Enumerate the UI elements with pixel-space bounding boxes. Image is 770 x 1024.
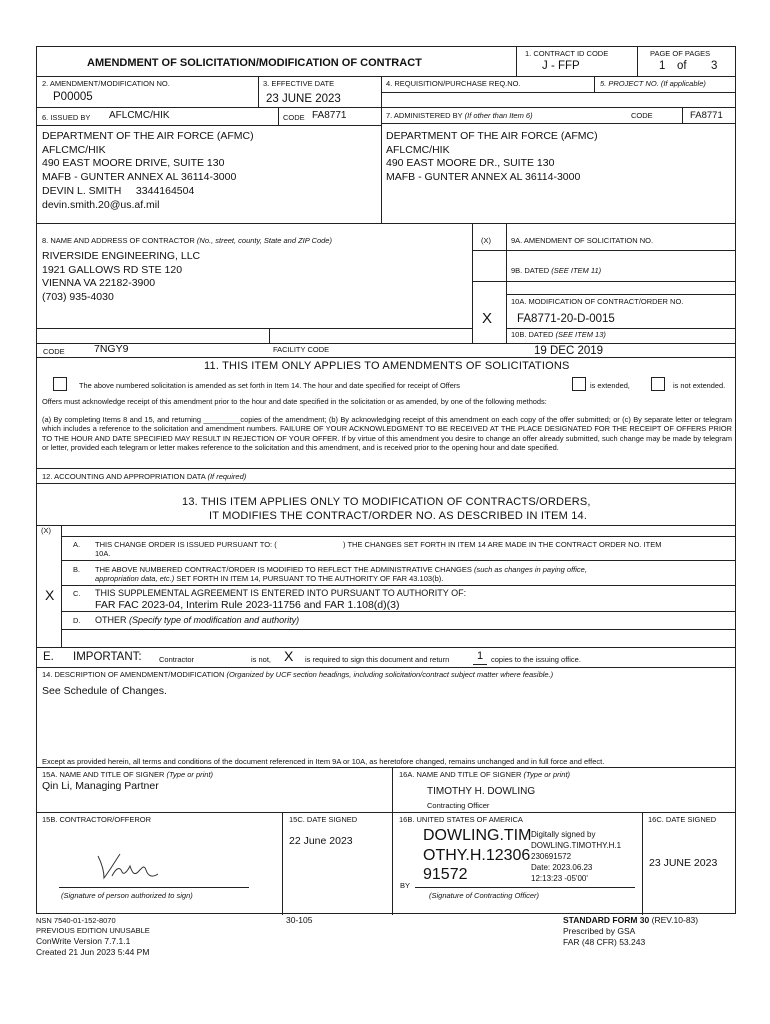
item13a-letter: A. xyxy=(73,540,81,549)
not-extended-label: is not extended. xyxy=(673,381,726,390)
facility-code-label: FACILITY CODE xyxy=(273,345,330,354)
item13b-letter: B. xyxy=(73,565,81,574)
item10-mark: X xyxy=(482,310,493,327)
item13c-mark: X xyxy=(45,587,55,603)
item13a-text-3: 10A. xyxy=(95,549,111,558)
amendment-no-label: 2. AMENDMENT/MODIFICATION NO. xyxy=(42,79,170,88)
footer-right: STANDARD FORM 30 (REV.10-83) Prescribed by GSA FAR (48 CFR) 53.243 xyxy=(563,915,699,947)
date-16c-label: 16C. DATE SIGNED xyxy=(648,815,717,824)
issued-by: AFLCMC/HIK xyxy=(109,110,170,121)
contractor-code: 7NGY9 xyxy=(94,343,129,355)
item14-except-clause: Except as provided herein, all terms and conditions of the document referenced in Item 9A or 10A, as heretofore changed, remains unchanged and in full force and effect. xyxy=(42,757,605,766)
item13-x-label: (X) xyxy=(41,526,51,535)
contractor-address: RIVERSIDE ENGINEERING, LLC 1921 GALLOWS RD STE 120 VIENNA VA 22182-3900 (703) 935-4030 xyxy=(42,250,201,303)
modification-no: FA8771-20-D-0015 xyxy=(517,313,615,325)
extended-checkbox[interactable] xyxy=(572,377,586,391)
item-e-copies: 1 xyxy=(477,650,484,662)
page-number: 1 xyxy=(659,60,666,72)
item13-title-1: 13. THIS ITEM APPLIES ONLY TO MODIFICATION OF CONTRACTS/ORDERS, xyxy=(182,496,591,508)
effective-date: 23 JUNE 2023 xyxy=(266,93,341,105)
digital-signature-name: DOWLING.TIM OTHY.H.12306 91572 xyxy=(423,827,532,883)
date-15c: 22 June 2023 xyxy=(289,835,353,847)
item11-paragraph: (a) By completing Items 8 and 15, and returning _________copies of the amendment; (b) By acknowledging receipt of this amendment on each copy of the offer submitted; or (c) By separate letter or telegram which includes a reference to the solicitation and amendment numbers. FAILURE OF YOUR ACKNOWLEDGMENT TO BE RECEIVED AT THE PLACE DESIGNATED FOR THE RECEIPT OF OFFERS PRIOR TO THE HOUR AND DATE SPECIFIED MAY RESULT IN REJECTION OF YOUR OFFER. If by virtue of this amendment you desire to change an offer already submitted, such change may be made by telegram or letter, provided each telegram or letter makes reference to the solicitation and this amendment, and is received prior to the opening hour and date specified. xyxy=(42,415,732,452)
page-total: 3 xyxy=(711,60,718,72)
effective-date-label: 3. EFFECTIVE DATE xyxy=(263,79,335,88)
item13c-letter: C. xyxy=(73,589,81,598)
footer-left: NSN 7540-01-152-8070 PREVIOUS EDITION UNUSABLE ConWrite Version 7.7.1.1 Created 21 Jun 2023 5:44 PM xyxy=(36,916,150,957)
contractor-offeror-label: 15B. CONTRACTOR/OFFEROR xyxy=(42,815,152,824)
page-of: of xyxy=(677,60,687,72)
item-e-contractor: Contractor xyxy=(159,655,195,664)
contractor-code-label: CODE xyxy=(43,347,65,356)
item-e-important: IMPORTANT: xyxy=(73,651,142,663)
usa-16b-label: 16B. UNITED STATES OF AMERICA xyxy=(399,815,523,824)
item14-description: See Schedule of Changes. xyxy=(42,685,167,697)
item13c-authority: FAR FAC 2023-04, Interim Rule 2023-11756 and FAR 1.108(d)(3) xyxy=(95,599,400,611)
form-title: AMENDMENT OF SOLICITATION/MODIFICATION OF CONTRACT xyxy=(87,57,422,69)
item13a-text-2: ) THE CHANGES SET FORTH IN ITEM 14 ARE MADE IN THE CONTRACT ORDER NO. ITEM xyxy=(343,540,662,549)
contract-id-label: 1. CONTRACT ID CODE xyxy=(525,49,609,58)
accounting-data-label: 12. ACCOUNTING AND APPROPRIATION DATA (If required) xyxy=(42,472,247,481)
item11-line1: The above numbered solicitation is amended as set forth in Item 14. The hour and date specified for receipt of Offers xyxy=(79,381,460,390)
administered-by-address: DEPARTMENT OF THE AIR FORCE (AFMC) AFLCMC/HIK 490 EAST MOORE DR., SUITE 130 MAFB - GUNTER ANNEX AL 36114-3000 xyxy=(386,130,598,184)
item-e-required: is required to sign this document and return xyxy=(305,655,450,664)
not-extended-checkbox[interactable] xyxy=(651,377,665,391)
solicitation-no-label: 9A. AMENDMENT OF SOLICITATION NO. xyxy=(511,236,654,245)
signer-16a-name: TIMOTHY H. DOWLING xyxy=(427,786,536,797)
item-e-copies-text: copies to the issuing office. xyxy=(491,655,581,664)
date-15c-label: 15C. DATE SIGNED xyxy=(289,815,358,824)
page-label: PAGE OF PAGES xyxy=(650,49,711,58)
requisition-label: 4. REQUISITION/PURCHASE REQ.NO. xyxy=(386,79,521,88)
item13-title-2: IT MODIFIES THE CONTRACT/ORDER NO. AS DESCRIBED IN ITEM 14. xyxy=(209,510,588,522)
signature-16-note: (Signature of Contracting Officer) xyxy=(429,891,540,900)
contractor-signature xyxy=(92,850,172,884)
item11-line2: Offers must acknowledge receipt of this amendment prior to the hour and date specified in the solicitation or as amended, by one of the following methods: xyxy=(42,397,547,406)
item10b-label: 10B. DATED (SEE ITEM 13) xyxy=(511,330,606,339)
item13b-text-1: THE ABOVE NUMBERED CONTRACT/ORDER IS MODIFIED TO REFLECT THE ADMINISTRATIVE CHANGES (such as changes in paying office, xyxy=(95,565,587,574)
admin-code: FA8771 xyxy=(690,110,723,121)
sf30-form xyxy=(36,46,736,914)
item9b-label: 9B. DATED (SEE ITEM 11) xyxy=(511,266,602,275)
admin-code-label: CODE xyxy=(631,111,653,120)
item11-title: 11. THIS ITEM ONLY APPLIES TO AMENDMENTS OF SOLICITATIONS xyxy=(204,360,570,372)
item13d-letter: D. xyxy=(73,616,81,625)
amendment-no: P00005 xyxy=(53,91,93,103)
item13d-text: OTHER (Specify type of modification and authority) xyxy=(95,615,300,625)
extended-label: is extended, xyxy=(590,381,630,390)
issued-code-label: CODE xyxy=(283,113,305,122)
contract-dated: 19 DEC 2019 xyxy=(534,345,604,357)
item-e-letter: E. xyxy=(43,651,54,663)
modification-no-label: 10A. MODIFICATION OF CONTRACT/ORDER NO. xyxy=(511,297,684,306)
issued-by-label: 6. ISSUED BY xyxy=(42,113,91,122)
issued-code: FA8771 xyxy=(312,110,347,121)
contract-id-code: J - FFP xyxy=(542,60,580,72)
signer-15a-label: 15A. NAME AND TITLE OF SIGNER (Type or print) xyxy=(42,770,214,779)
item13b-text-2: appropriation data, etc.) SET FORTH IN ITEM 14, PURSUANT TO THE AUTHORITY OF FAR 43.103(b). xyxy=(95,574,444,583)
footer-form-number: 30-105 xyxy=(286,915,313,925)
digital-signature-details: Digitally signed by DOWLING.TIMOTHY.H.1 230691572 Date: 2023.06.23 12:13:23 -05'00' xyxy=(531,830,622,883)
item13c-text: THIS SUPPLEMENTAL AGREEMENT IS ENTERED INTO PURSUANT TO AUTHORITY OF: xyxy=(95,588,467,598)
signer-16a-label: 16A. NAME AND TITLE OF SIGNER (Type or print) xyxy=(399,770,571,779)
item14-label: 14. DESCRIPTION OF AMENDMENT/MODIFICATION (Organized by UCF section headings, including solicitation/contract subject matter where feasible.) xyxy=(42,670,554,679)
signer-16a-title: Contracting Officer xyxy=(427,801,490,810)
administered-by-label: 7. ADMINISTERED BY (If other than Item 6) xyxy=(386,111,533,120)
contractor-label: 8. NAME AND ADDRESS OF CONTRACTOR (No., street, county, State and ZIP Code) xyxy=(42,236,332,245)
x-column-label: (X) xyxy=(481,236,491,245)
item13a-text-1: THIS CHANGE ORDER IS ISSUED PURSUANT TO: ( xyxy=(95,540,277,549)
by-label: BY xyxy=(400,881,411,890)
item-e-is-not: is not, xyxy=(251,655,272,664)
date-16c: 23 JUNE 2023 xyxy=(649,857,718,869)
item-e-mark: X xyxy=(284,648,294,664)
issued-by-address: DEPARTMENT OF THE AIR FORCE (AFMC) AFLCMC/HIK 490 EAST MOORE DRIVE, SUITE 130 MAFB - GUNTER ANNEX AL 36114-3000 DEVIN L. SMITH 3344164504 devin.smith.20@us.af.mil xyxy=(42,130,254,211)
signature-15-note: (Signature of person authorized to sign) xyxy=(61,891,193,900)
project-no-label: 5. PROJECT NO. (If applicable) xyxy=(600,79,706,88)
item11-checkbox[interactable] xyxy=(53,377,67,391)
signer-15a-name: Qin Li, Managing Partner xyxy=(42,780,159,792)
